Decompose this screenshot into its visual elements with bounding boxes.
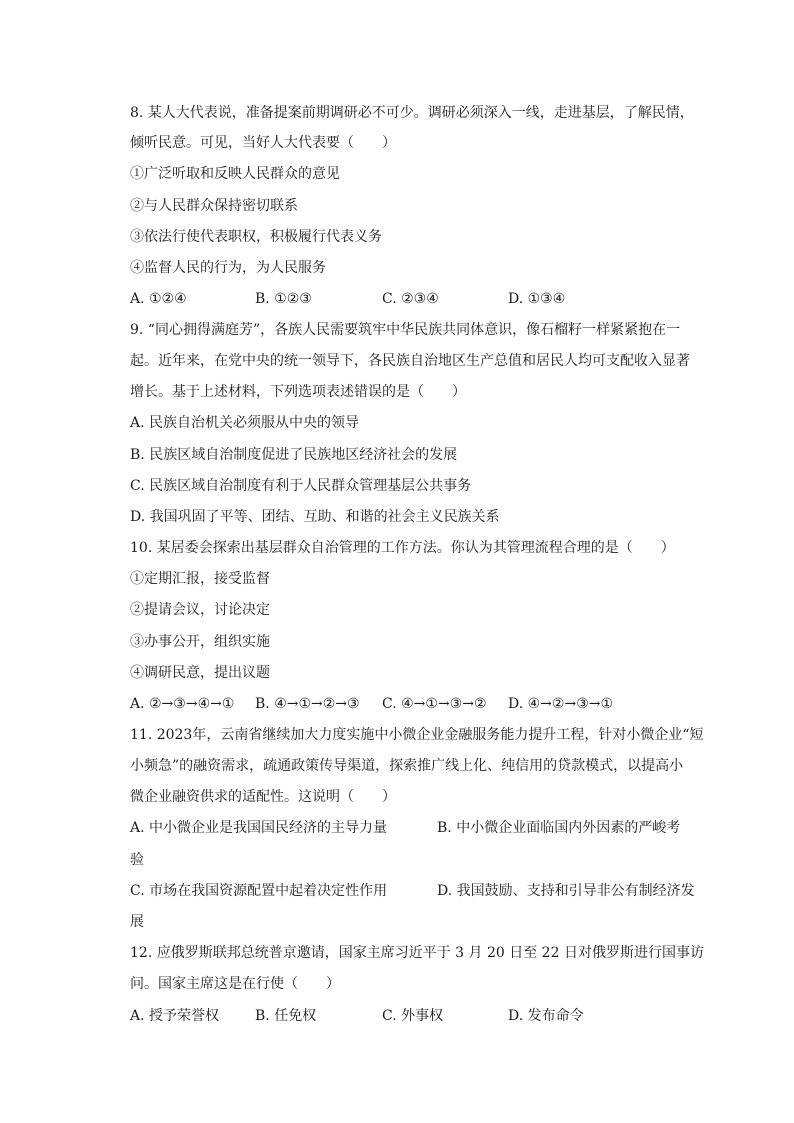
q10-options <box>130 694 705 714</box>
q9-option-c: C. 民族区域自治制度有利于人民群众管理基层公共事务 <box>130 478 472 494</box>
q11-stem-line-1: 11. 2023年，云南省继续加大力度实施中小微企业金融服务能力提升工程，针对小微企业“短 <box>130 727 704 743</box>
q11-options-row-2 <box>130 881 705 901</box>
q8-options <box>130 289 705 309</box>
q11-option-a: A. 中小微企业是我国国民经济的主导力量 <box>130 820 388 836</box>
q11-stem-line-3: 微企业融资供求的适配性。这说明（ ） <box>130 789 396 805</box>
q12-option-c: C. 外事权 <box>382 1008 444 1024</box>
q10-item-1: ①定期汇报，接受监督 <box>130 571 270 587</box>
q11-option-c: C. 市场在我国资源配置中起着决定性作用 <box>130 883 388 899</box>
q10-item-3: ③办事公开，组织实施 <box>130 634 270 650</box>
q8-item-1: ①广泛听取和反映人民群众的意见 <box>130 166 340 182</box>
q10-option-a: A. ②→③→④→① <box>130 696 235 712</box>
q9-option-d: D. 我国巩固了平等、团结、互助、和谐的社会主义民族关系 <box>130 509 500 525</box>
q10-option-c: C. ④→①→③→② <box>382 696 487 712</box>
q8-item-4: ④监督人民的行为，为人民服务 <box>130 260 326 276</box>
q8-stem-line-2: 倾听民意。可见，当好人大代表要（ ） <box>130 135 396 151</box>
q9-stem-line-3: 增长。基于上述材料，下列选项表述错误的是（ ） <box>130 384 466 400</box>
q12-stem-line-1: 12. 应俄罗斯联邦总统普京邀请，国家主席习近平于 3 月 20 日至 22 日对俄罗斯进行国事访 <box>130 945 704 961</box>
q10-item-4: ④调研民意，提出议题 <box>130 665 270 681</box>
q11-option-d: D. 我国鼓励、支持和引导非公有制经济发 <box>437 883 695 899</box>
q8-option-a: A. ①②④ <box>130 291 187 307</box>
q12-option-a: A. 授予荣誉权 <box>130 1008 220 1024</box>
q9-stem-line-1: 9. “同心拥得满庭芳”，各族人民需要筑牢中华民族共同体意识，像石榴籽一样紧紧抱在一 <box>130 322 681 338</box>
q8-option-c: C. ②③④ <box>382 291 439 307</box>
q10-option-d: D. ④→②→③→① <box>508 696 614 712</box>
q10-stem-line-1: 10. 某居委会探索出基层群众自治管理的工作方法。你认为其管理流程合理的是（ ） <box>130 540 675 556</box>
q10-option-b: B. ④→①→②→③ <box>255 696 360 712</box>
q9-option-a: A. 民族自治机关必须服从中央的领导 <box>130 415 360 431</box>
q9-option-b: B. 民族区域自治制度促进了民族地区经济社会的发展 <box>130 447 458 463</box>
q11-option-d-continued: 展 <box>130 914 144 930</box>
q11-option-b: B. 中小微企业面临国内外因素的严峻考 <box>437 820 681 836</box>
q12-options <box>130 1006 705 1026</box>
q12-option-d: D. 发布命令 <box>508 1008 584 1024</box>
q8-option-d: D. ①③④ <box>508 291 566 307</box>
q8-item-2: ②与人民群众保持密切联系 <box>130 198 298 214</box>
q9-stem-line-2: 起。近年来，在党中央的统一领导下，各民族自治地区生产总值和居民人均可支配收入显著 <box>130 353 690 369</box>
q8-item-3: ③依法行使代表职权，积极履行代表义务 <box>130 229 382 245</box>
q11-stem-line-2: 小频急”的融资需求，疏通政策传导渠道，探索推广线上化、纯信用的贷款模式，以提高小 <box>130 758 684 774</box>
q12-stem-line-2: 问。国家主席这是在行使（ ） <box>130 976 340 992</box>
q8-option-b: B. ①②③ <box>255 291 312 307</box>
q12-option-b: B. 任免权 <box>255 1008 317 1024</box>
q11-option-b-continued: 验 <box>130 852 144 868</box>
q8-stem-line-1: 8. 某人大代表说，准备提案前期调研必不可少。调研必须深入一线，走进基层，了解民情， <box>130 105 694 121</box>
q10-item-2: ②提请会议，讨论决定 <box>130 602 270 618</box>
q11-options-row-1 <box>130 818 705 838</box>
